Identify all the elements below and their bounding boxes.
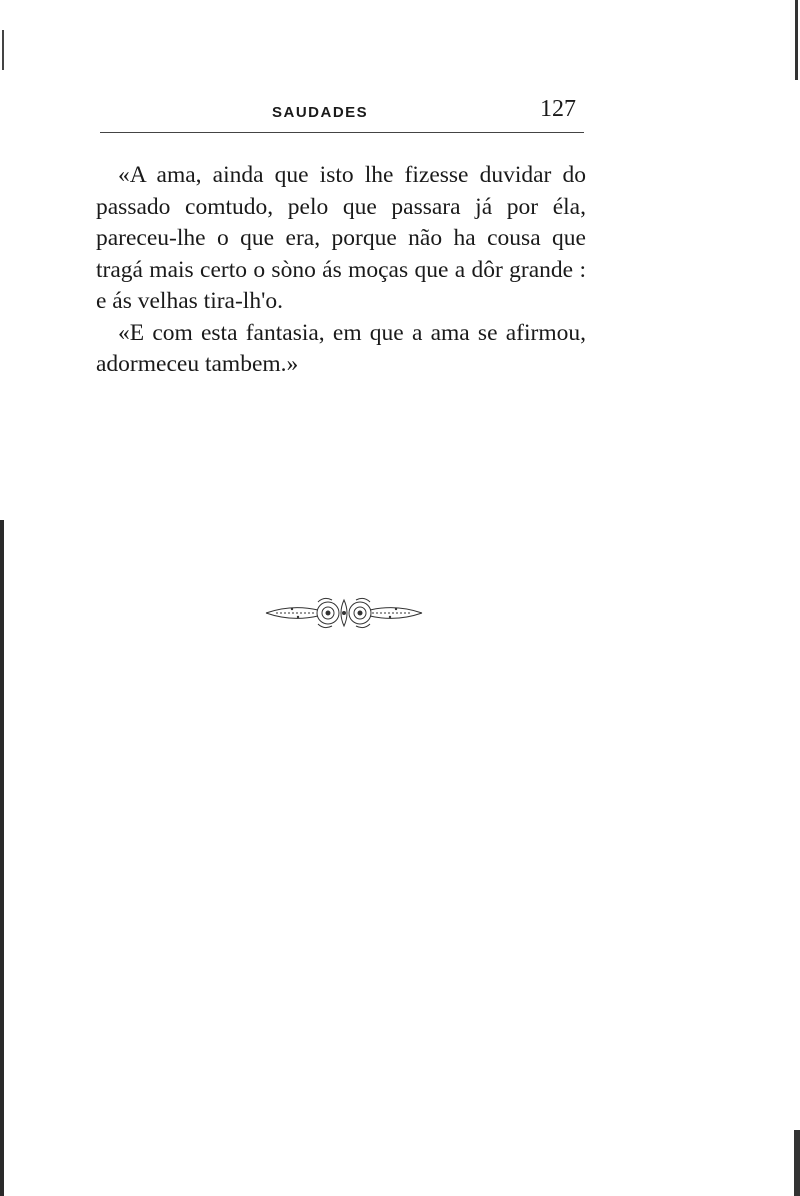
paragraph-2: «E com esta fantasia, em que a ama se afirmou, adormeceu tambem.» bbox=[96, 319, 586, 377]
paragraph-1: «A ama, ainda que isto lhe fizesse duvidar do passado comtudo, pelo que passara já por éla, pareceu-lhe o que era, porque não ha cousa que tragá mais certo o sòno ás moças que a dôr grande : e ás velhas tira-lh'o. bbox=[96, 162, 586, 314]
running-head-title: SAUDADES bbox=[272, 104, 369, 121]
floral-ornament-icon bbox=[262, 592, 426, 634]
page-edge-left-top bbox=[2, 30, 4, 70]
page-edge-left bbox=[0, 520, 4, 1196]
running-head bbox=[100, 96, 584, 136]
header-rule bbox=[100, 132, 584, 133]
body-text bbox=[96, 160, 586, 381]
page-edge-right-bottom bbox=[794, 1130, 800, 1196]
page-number: 127 bbox=[540, 96, 576, 122]
page-edge-right bbox=[795, 0, 798, 80]
